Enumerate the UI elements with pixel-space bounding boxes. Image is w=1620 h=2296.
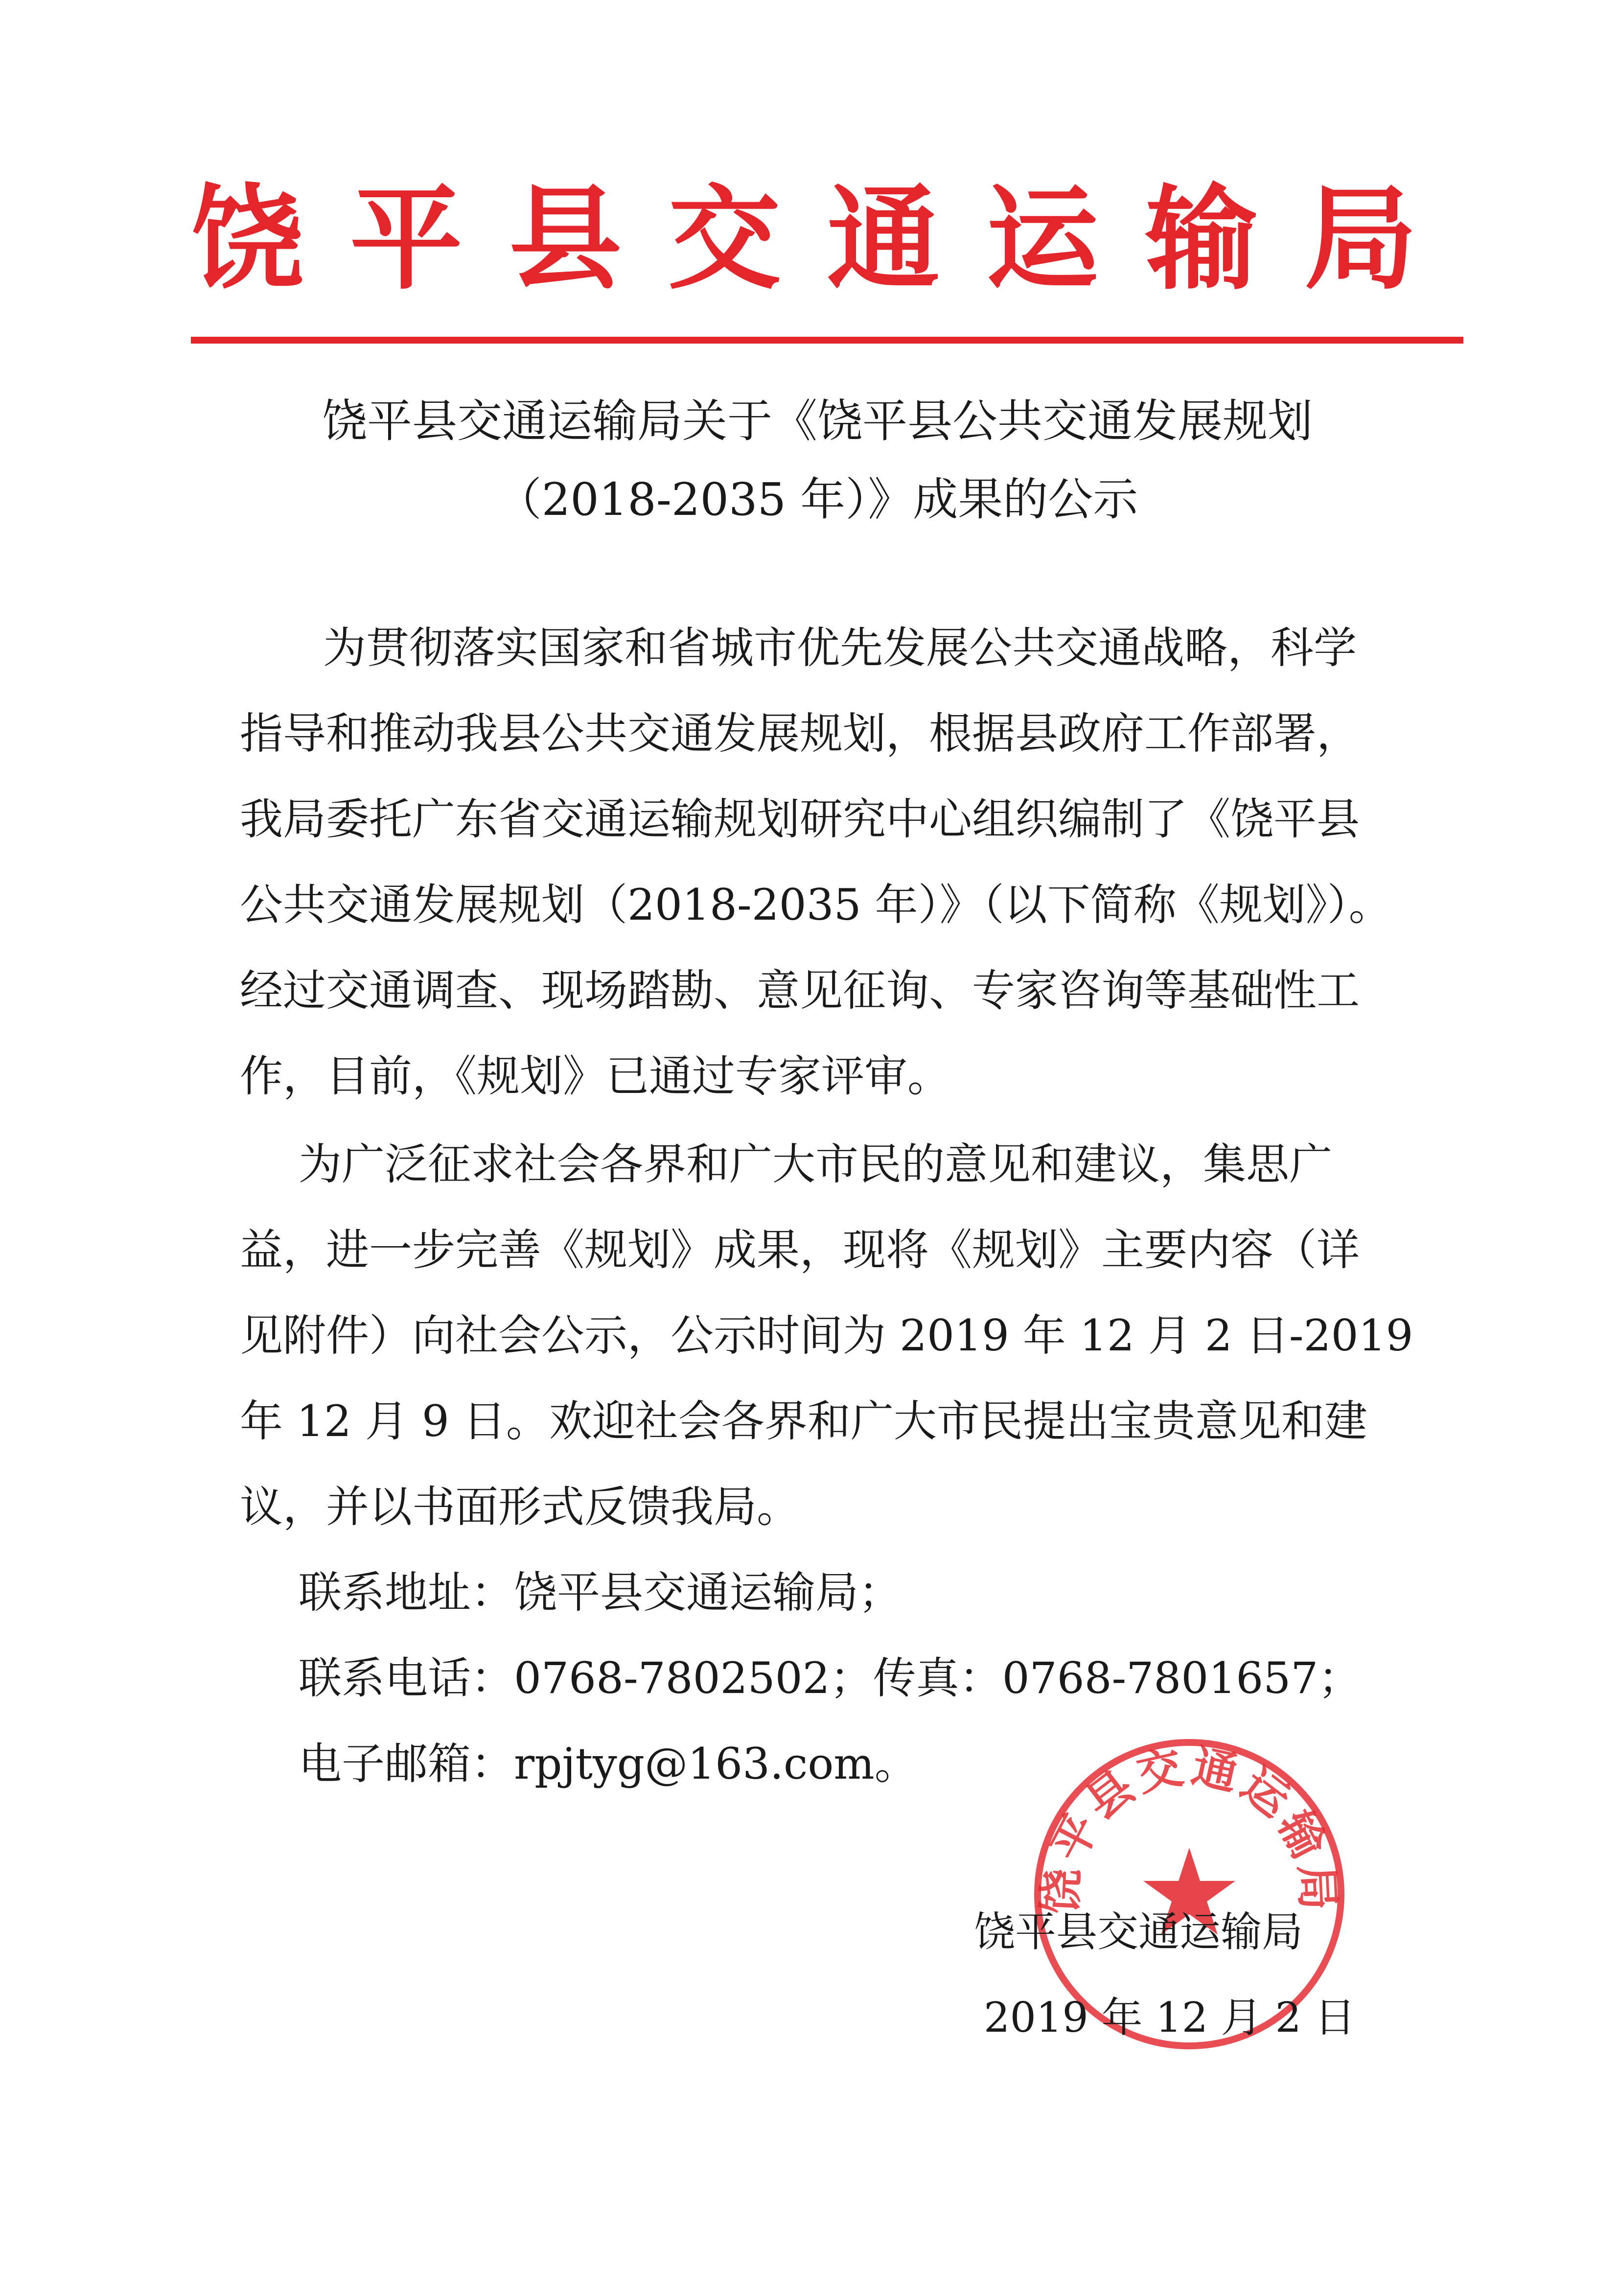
paragraph-1-line-4: 公共交通发展规划（2018-2035 年）》（以下简称《规划》）。 — [240, 880, 1392, 930]
paragraph-2-line-3: 见附件）向社会公示，公示时间为 2019 年 12 月 2 日-2019 — [240, 1310, 1413, 1361]
paragraph-2-line-5: 议，并以书面形式反馈我局。 — [240, 1482, 800, 1532]
paragraph-2-line-4: 年 12 月 9 日。欢迎社会各界和广大市民提出宝贵意见和建 — [240, 1396, 1367, 1446]
contact-address: 联系地址：饶平县交通运输局； — [299, 1567, 902, 1618]
contact-phone-fax: 联系电话：0768-7802502；传真：0768-7801657； — [299, 1653, 1362, 1703]
document-title-line-2: （2018-2035 年）》成果的公示 — [496, 473, 1138, 526]
signature-date: 2019 年 12 月 2 日 — [984, 1994, 1356, 2041]
paragraph-1-line-1: 为贯彻落实国家和省城市优先发展公共交通战略，科学 — [323, 623, 1357, 673]
paragraph-2-line-2: 益，进一步完善《规划》成果，现将《规划》主要内容（详 — [240, 1225, 1360, 1275]
paragraph-1-line-2: 指导和推动我县公共交通发展规划，根据县政府工作部署， — [240, 708, 1360, 759]
contact-email: 电子邮箱：rpjtyg@163.com。 — [299, 1739, 918, 1789]
document-title-line-1: 饶平县交通运输局关于《饶平县公共交通发展规划 — [322, 395, 1313, 447]
paragraph-2-line-1: 为广泛征求社会各界和广大市民的意见和建议，集思广 — [299, 1139, 1333, 1189]
letterhead-org-name: 饶平县交通运输局 — [191, 174, 1463, 305]
signature-org: 饶平县交通运输局 — [974, 1908, 1303, 1956]
paragraph-1-line-3: 我局委托广东省交通运输规划研究中心组织编制了《饶平县 — [240, 794, 1360, 844]
paragraph-1-line-5: 经过交通调查、现场踏勘、意见征询、专家咨询等基础性工 — [240, 965, 1360, 1016]
letterhead-red-rule — [191, 337, 1463, 344]
paragraph-1-line-6: 作，目前，《规划》已通过专家评审。 — [240, 1051, 951, 1101]
svg-text:饶平县交通运输局: 饶平县交通运输局 — [1034, 1739, 1345, 1915]
